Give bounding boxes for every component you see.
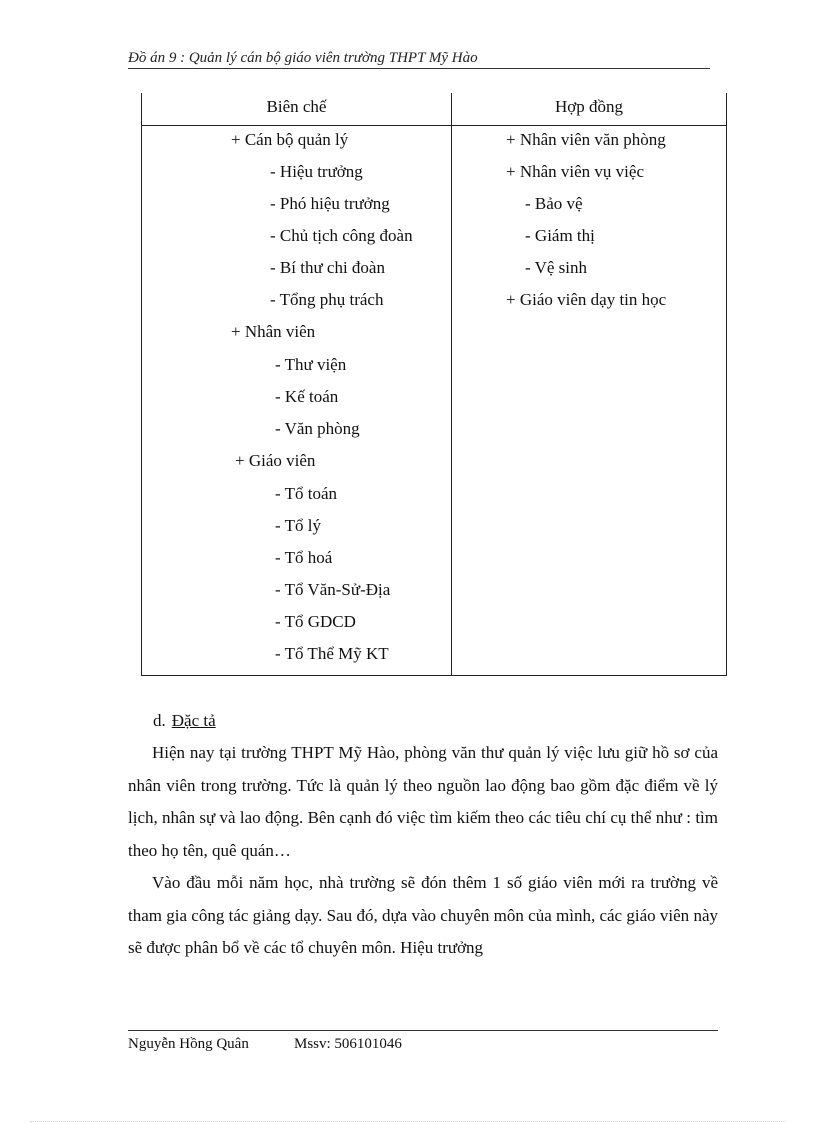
section-number: d. [153,711,166,730]
right-item-giao-vien-day-tin-hoc: + Giáo viên dạy tin học [506,290,667,309]
paragraph-2: Vào đầu mỗi năm học, nhà trường sẽ đón thêm 1 số giáo viên mới ra trường về tham gia công tác giảng dạy. Sau đó, dựa vào chuyên môn của mình, các giáo viên này sẽ được phân bổ về các tổ chuyên môn. Hiệu trưởng [128,873,718,958]
footer-author: Nguyễn Hồng Quân [128,1036,249,1052]
left-item-van-phong: - Văn phòng [275,419,360,438]
left-item-pho-hieu-truong: - Phó hiệu trưởng [270,194,390,213]
footer-divider [128,1030,718,1031]
document-header-title: Đồ án 9 : Quản lý cán bộ giáo viên trường THPT Mỹ Hào [128,50,478,66]
left-item-to-van-su-dia: - Tổ Văn-Sử-Địa [275,580,391,599]
left-item-giao-vien: + Giáo viên [235,451,316,470]
left-item-bi-thu-chi-doan: - Bí thư chi đoàn [270,258,385,277]
left-item-to-gdcd: - Tổ GDCD [275,612,356,631]
left-item-ke-toan: - Kế toán [275,387,339,406]
header-divider [128,68,710,69]
right-item-nhan-vien-van-phong: + Nhân viên văn phòng [506,130,666,149]
right-item-giam-thi: - Giám thị [525,226,595,245]
left-item-thu-vien: - Thư viện [275,355,347,374]
left-item-to-toan: - Tổ toán [275,484,338,503]
page-bottom-border [30,1121,786,1122]
footer-student-id: Mssv: 506101046 [294,1036,402,1052]
section-label: Đặc tả [171,711,216,730]
column-header-hop-dong: Hợp đồng [554,97,624,116]
table-column-divider [451,93,452,675]
left-item-to-the-my-kt: - Tổ Thể Mỹ KT [275,644,389,663]
left-item-can-bo-quan-ly: + Cán bộ quản lý [231,130,349,149]
right-item-ve-sinh: - Vệ sinh [525,258,588,277]
left-item-chu-tich-cong-doan: - Chủ tịch công đoàn [270,226,413,245]
left-item-to-ly: - Tổ lý [275,516,321,535]
paragraph-1: Hiện nay tại trường THPT Mỹ Hào, phòng văn thư quản lý việc lưu giữ hồ sơ của nhân viên trong trường. Tức là quản lý theo nguồn lao động bao gồm đặc điểm về lý lịch, nhân sự và lao động. Bên cạnh đó việc tìm kiếm theo các tiêu chí cụ thể như : tìm theo họ tên, quê quán… [128,743,718,860]
column-header-bien-che: Biên chế [266,97,327,116]
left-item-nhan-vien: + Nhân viên [231,322,316,341]
right-item-nhan-vien-vu-viec: + Nhân viên vụ việc [506,162,644,181]
right-item-bao-ve: - Bảo vệ [525,194,583,213]
section-heading [153,711,216,731]
table-header-divider [142,125,726,126]
left-item-to-hoa: - Tổ hoá [275,548,333,567]
left-item-hieu-truong: - Hiệu trưởng [270,162,363,181]
left-item-tong-phu-trach: - Tổng phụ trách [270,290,384,309]
staff-structure-table [141,93,727,676]
